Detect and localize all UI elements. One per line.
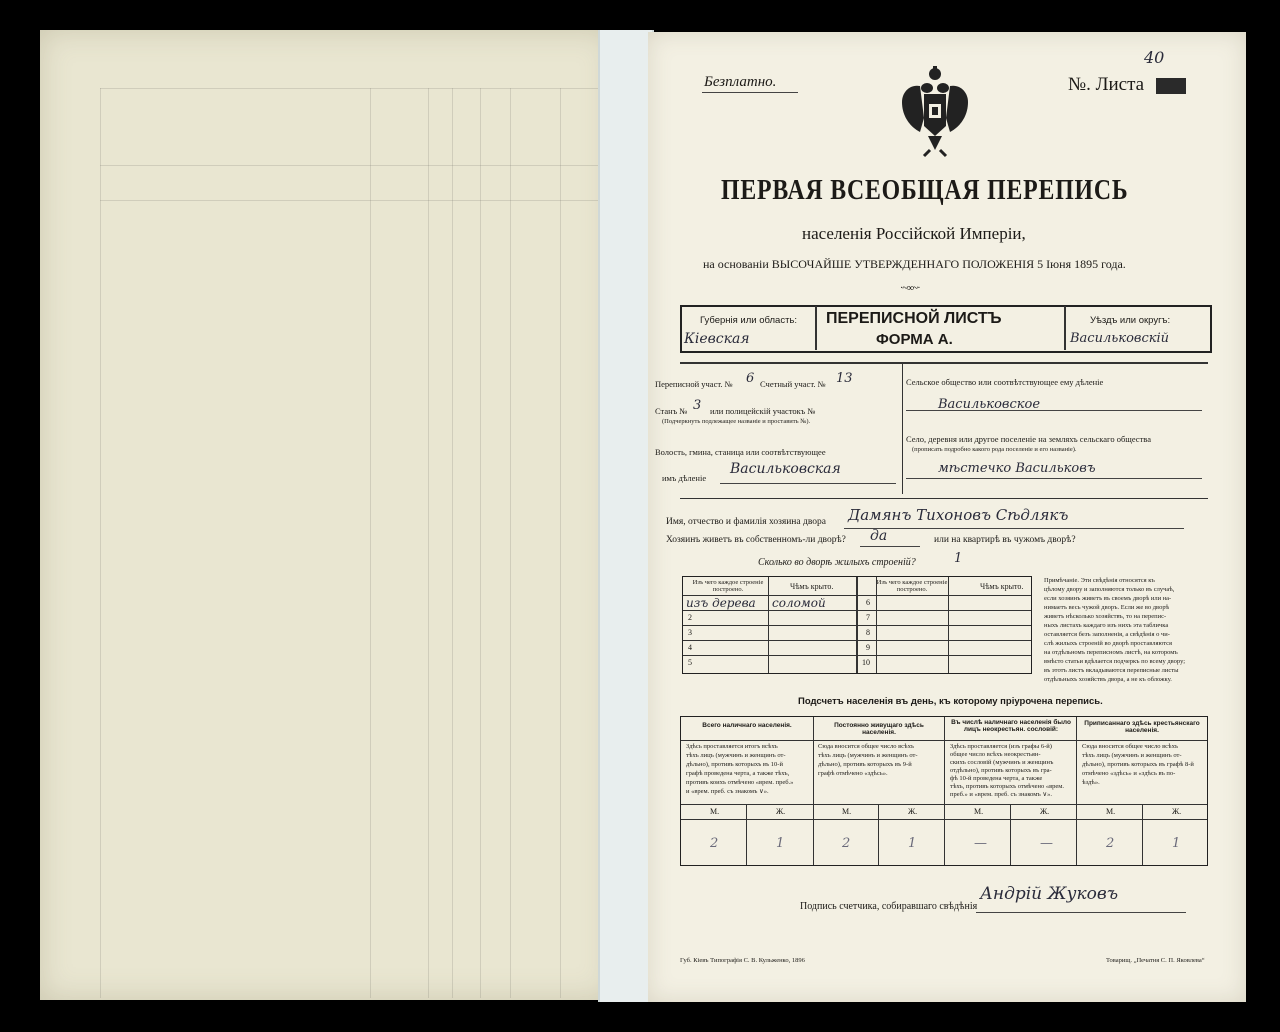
census-area-label: Переписной участ. № <box>655 379 733 389</box>
note-line: живетъ нѣсколько хозяйствъ, то на перепис- <box>1044 613 1167 620</box>
count-area-value: 13 <box>836 371 853 386</box>
count-col3-line: тѣхъ, противъ которыхъ отмѣчено «врем. <box>950 783 1065 790</box>
count-col1-m-label: М. <box>710 807 720 816</box>
printer-note-right: Товарищ. „Печатня С. П. Яковлева“ <box>1106 957 1205 964</box>
lives-alt: или на квартирѣ въ чужомъ дворѣ? <box>934 535 1076 545</box>
bld-col4-head: Чѣмъ крыто. <box>980 582 1024 591</box>
count-col4-f: 1 <box>1172 836 1181 851</box>
count-col1-f-label: Ж. <box>776 807 786 816</box>
count-row-rule <box>681 819 1207 820</box>
ghost-rule <box>100 88 600 89</box>
count-col1-head: Всего наличнаго населенія. <box>702 722 792 729</box>
stan-label: Станъ № <box>655 406 688 416</box>
count-col4-line: тѣхъ лицъ (мужчинъ и женщинъ от- <box>1082 752 1182 759</box>
count-col2-line: дѣльно), противъ которыхъ въ 9-й <box>818 761 912 768</box>
ghost-rule <box>428 88 429 998</box>
ghost-rule <box>510 88 511 998</box>
note-line: если хозяинъ живетъ въ своемъ дворѣ или на- <box>1044 595 1172 602</box>
count-sub-col <box>1010 804 1011 865</box>
count-col1-line: дѣльно), противъ которыхъ въ 10-й <box>686 761 783 768</box>
lives-value: да <box>870 528 888 544</box>
lives-underline <box>860 546 920 547</box>
count-row-rule <box>681 804 1207 805</box>
note-line: отдѣльныхъ хозяйствъ двора, а не къ обложку. <box>1044 676 1172 683</box>
sheet-number-label: №. Листа <box>1068 74 1145 95</box>
ghost-rule <box>480 88 481 998</box>
village-note: (прописать подробно какого рода поселеніе и его названіе). <box>912 446 1077 453</box>
count-col3-head: Въ числѣ наличнаго населенія было лицъ неокрестьян. сословій: <box>951 719 1071 733</box>
printer-note-left: Губ. Кіевъ Типографія С. В. Кульженко, 1896 <box>680 957 805 964</box>
bld-col2-head: Чѣмъ крыто. <box>790 582 834 591</box>
census-form-page <box>648 32 1246 1002</box>
count-col1-m: 2 <box>710 836 719 851</box>
society-value: Васильковское <box>938 397 1041 412</box>
form-title: ПЕРВАЯ ВСЕОБЩАЯ ПЕРЕПИСЬ <box>721 174 1129 206</box>
village-label: Село, деревня или другое поселеніе на земляхъ сельскаго общества <box>906 434 1151 444</box>
note-line: ныхъ листахъ каждаго изъ нихъ эта табличка <box>1044 622 1169 629</box>
count-col1-line: противъ коихъ отмѣчено «врем. преб.» <box>686 779 794 786</box>
note-line: нимаетъ весь чужой дворъ. Если же во дворѣ <box>1044 604 1170 611</box>
note-line: на отдѣльномъ переписномъ листѣ, на которомъ <box>1044 649 1178 656</box>
count-col4-line: отмѣчено «здѣсь» и «здѣсь въ по- <box>1082 770 1176 777</box>
ghost-rule <box>452 88 453 998</box>
count-col3-m-label: М. <box>974 807 984 816</box>
count-col3-f-label: Ж. <box>1040 807 1050 816</box>
owner-label: Имя, отчество и фамилія хозяина двора <box>666 517 826 527</box>
owner-value: Дамянъ Тихоновъ Сѣдлякъ <box>848 506 1069 524</box>
bld-row-num: 2 <box>688 613 692 622</box>
ghost-rule <box>100 88 101 998</box>
guberniya-value: Кіевская <box>684 331 750 347</box>
bld-row-num: 3 <box>688 628 692 637</box>
table-row-rule <box>683 610 1031 611</box>
note-line: слѣ жилыхъ строеній во дворѣ проставляются <box>1044 640 1173 647</box>
imperial-eagle-emblem <box>900 66 970 158</box>
signature-label: Подпись счетчика, собиравшаго свѣдѣнія <box>800 901 978 912</box>
divider <box>1064 306 1066 350</box>
count-sub-col <box>878 804 879 865</box>
village-value: мѣстечко Васильковъ <box>938 461 1096 476</box>
stan-note: (Подчеркнуть подлежащее названіе и проставить №). <box>662 418 811 425</box>
table-row-rule <box>683 640 1031 641</box>
count-col4-line: дѣльно), противъ которыхъ въ графѣ 8-й <box>1082 761 1194 768</box>
count-col2-m-label: М. <box>842 807 852 816</box>
bld-row-num: 7 <box>866 613 870 622</box>
census-area-value: 6 <box>746 371 755 386</box>
owner-underline <box>844 528 1184 529</box>
section-divider <box>902 364 903 494</box>
count-col3-line: скихъ сословій (мужчинъ и женщинъ <box>950 759 1054 766</box>
bld-row1-roof: соломой <box>772 596 826 610</box>
count-row-rule <box>681 740 1207 741</box>
count-col3-f: — <box>1040 836 1053 851</box>
volost-label-2: имъ дѣленіе <box>662 473 707 483</box>
bld-col1-head: Изъ чего каждое строеніе построено. <box>692 579 764 593</box>
form-name: ПЕРЕПИСНОЙ ЛИСТЪ <box>826 310 1002 327</box>
bld-row-num: 4 <box>688 643 692 652</box>
table-row-rule <box>683 655 1031 656</box>
buildings-value: 1 <box>954 551 963 566</box>
count-col2-f: 1 <box>908 836 917 851</box>
lives-label: Хозяинъ живетъ въ собственномъ-ли дворѣ? <box>666 535 846 545</box>
ghost-rule <box>100 200 600 201</box>
uezd-label: Уѣздъ или округъ: <box>1090 315 1171 326</box>
count-title: Подсчетъ населенія въ день, къ которому пріурочена перепись. <box>798 696 1103 707</box>
count-col3-m: — <box>974 836 987 851</box>
bld-row-num: 9 <box>866 643 870 652</box>
count-col2-head: Постоянно живущаго здѣсь населенія. <box>834 722 924 736</box>
guberniya-label: Губернія или область: <box>700 315 798 326</box>
count-col3-line: общее число всѣхъ неокрестьян- <box>950 751 1041 758</box>
note-line: цѣлому двору и заполняются только въ случаѣ, <box>1044 586 1175 593</box>
note-line: Примѣчаніе. Эти свѣдѣнія относятся къ <box>1044 577 1155 584</box>
count-col4-f-label: Ж. <box>1172 807 1182 816</box>
bld-row-num: 5 <box>688 658 692 667</box>
form-letter: ФОРМА А. <box>876 331 953 348</box>
count-col2-line: тѣхъ лицъ (мужчинъ и женщинъ от- <box>818 752 918 759</box>
ghost-rule <box>560 88 561 998</box>
signature-underline <box>976 912 1186 913</box>
sheet-number-value: 40 <box>1144 48 1165 67</box>
count-col3-line: отдѣльно), противъ которыхъ въ гра- <box>950 767 1052 774</box>
volost-value: Васильковская <box>730 461 841 477</box>
bld-row-num: 6 <box>866 598 870 607</box>
count-col4-line: ѣздѣ». <box>1082 779 1100 786</box>
count-col3-line: преб.» и «врем. преб. съ знакомъ ∨». <box>950 791 1053 798</box>
divider <box>815 306 817 350</box>
count-col4-m: 2 <box>1106 836 1115 851</box>
legal-basis: на основаніи ВЫСОЧАЙШЕ УТВЕРЖДЕННАГО ПОЛОЖЕНІЯ 5 Іюня 1895 года. <box>703 257 1126 271</box>
count-area-label: Счетный участ. № <box>760 379 826 389</box>
count-col4-head: Приписаннаго здѣсь крестьянскаго населенія. <box>1084 720 1200 734</box>
book-spine <box>598 30 654 1002</box>
police-label: или полицейскій участокъ № <box>710 406 816 416</box>
section-rule <box>680 362 1208 364</box>
count-col4-m-label: М. <box>1106 807 1116 816</box>
count-col2-line: графѣ отмѣчено «здѣсь». <box>818 770 888 777</box>
buildings-label: Сколько во дворѣ жилыхъ строеній? <box>758 557 916 568</box>
uezd-value: Васильковскій <box>1070 331 1170 346</box>
volost-label: Волость, гмина, станица или соотвѣтствующее <box>655 447 826 457</box>
ornament-divider: ·~∞~· <box>900 283 920 294</box>
signature-value: Андрій Жуковъ <box>980 884 1119 904</box>
count-col3-line: Здѣсь проставляется (изъ графы 6-й) <box>950 743 1052 750</box>
section-rule <box>680 498 1208 499</box>
bld-row-num: 8 <box>866 628 870 637</box>
count-col1-line: и «врем. преб. съ знакомъ ∨». <box>686 788 769 795</box>
ghost-rule <box>100 165 600 166</box>
count-col1-line: Здѣсь проставляется итогъ всѣхъ <box>686 743 778 750</box>
bld-col3-head: Изъ чего каждое строеніе построено. <box>876 579 948 593</box>
society-label: Сельское общество или соотвѣтствующее ему дѣленіе <box>906 377 1104 387</box>
count-col2-f-label: Ж. <box>908 807 918 816</box>
note-line: въ этотъ листъ вкладываются переписные листы <box>1044 667 1179 674</box>
bld-row-num: 10 <box>862 658 870 667</box>
count-col2-m: 2 <box>842 836 851 851</box>
count-col3-line: фѣ 10-й проведена черта, а также <box>950 775 1043 782</box>
count-col1-line: тѣхъ лицъ (мужчинъ и женщинъ от- <box>686 752 786 759</box>
form-subtitle: населенія Россійской Имперіи, <box>802 224 1026 243</box>
village-underline <box>906 478 1202 479</box>
bld-row1-material: изъ дерева <box>686 596 756 610</box>
stan-value: 3 <box>693 398 702 413</box>
count-col2-line: Сюда вносится общее число всѣхъ <box>818 743 914 750</box>
count-col1-f: 1 <box>776 836 785 851</box>
free-underline <box>702 92 798 93</box>
ghost-rule <box>370 88 371 998</box>
volost-underline <box>720 483 896 484</box>
stamp-blot <box>1156 78 1186 94</box>
left-page <box>40 30 612 1000</box>
count-col4-line: Сюда вносится общее число всѣхъ <box>1082 743 1178 750</box>
count-sub-col <box>1142 804 1143 865</box>
note-line: вмѣсто статьи вдѣлается подчеркъ по всему двору; <box>1044 658 1186 665</box>
note-line: оставляется безъ заполненія, а свѣдѣнія о чи- <box>1044 631 1170 638</box>
count-col1-line: графѣ проведена черта, а также тѣхъ, <box>686 770 790 777</box>
free-label: Безплатно. <box>704 74 777 90</box>
count-sub-col <box>746 804 747 865</box>
table-row-rule <box>683 625 1031 626</box>
society-underline <box>906 410 1202 411</box>
